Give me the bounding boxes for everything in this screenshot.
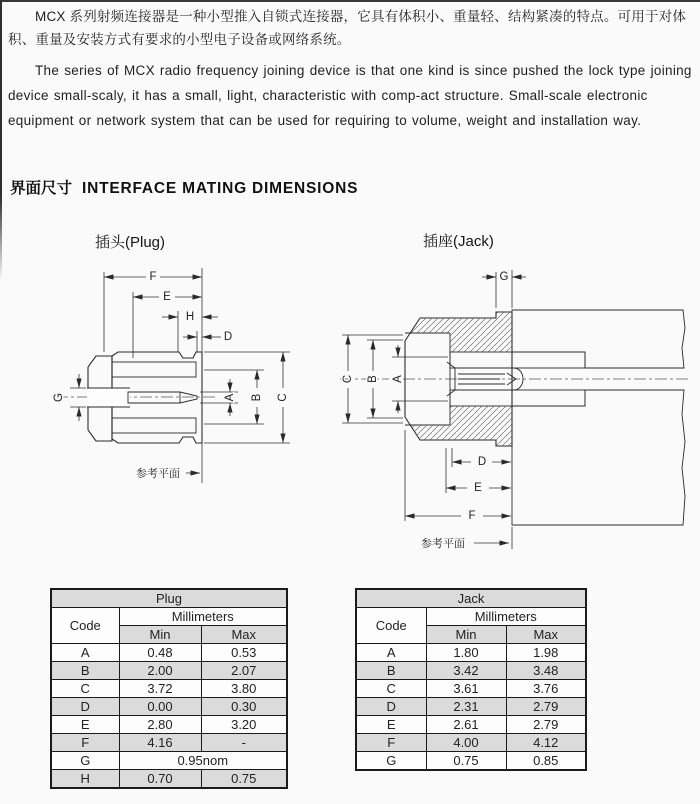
table-row	[356, 644, 586, 662]
jack-reference-plane-label: 参考平面	[421, 538, 465, 550]
table-header-row	[356, 608, 586, 626]
table-cell: 3.72	[119, 680, 201, 698]
table-cell: 3.76	[506, 680, 586, 698]
jack-body	[340, 270, 690, 549]
code-header-cell: Code	[51, 608, 119, 644]
unit-header-cell: Millimeters	[119, 608, 287, 626]
table-cell: F	[356, 734, 426, 752]
section-heading-zh: 界面尺寸	[10, 180, 73, 197]
unit-header-cell: Millimeters	[426, 608, 586, 626]
table-row	[356, 734, 586, 752]
plug-dim-label-a: A	[224, 393, 236, 402]
plug-cross-section-diagram	[40, 250, 310, 495]
jack-cross-section-diagram	[335, 250, 695, 560]
table-cell: 4.12	[506, 734, 586, 752]
table-cell: 3.20	[201, 716, 287, 734]
table-cell: 0.85	[506, 752, 586, 771]
table-cell: B	[356, 662, 426, 680]
table-cell: 0.95nom	[119, 752, 287, 770]
jack-panel-lower	[512, 390, 685, 525]
jack-dim-label-c: C	[342, 374, 354, 384]
plug-reference-plane-label: 参考平面	[136, 468, 180, 480]
plug-figure-title: 插头(Plug)	[95, 234, 166, 251]
table-row	[356, 662, 586, 680]
table-cell: 3.42	[426, 662, 506, 680]
table-row	[51, 662, 287, 680]
plug-center-pin	[128, 392, 197, 403]
table-row	[51, 680, 287, 698]
table-cell: 0.00	[119, 698, 201, 716]
table-row	[356, 716, 586, 734]
table-row	[356, 752, 586, 771]
max-header-cell: Max	[506, 626, 586, 644]
plug-dim-label-b: B	[251, 393, 263, 402]
table-cell: 2.79	[506, 698, 586, 716]
table-cell: H	[51, 770, 119, 789]
table-title-cell: Plug	[51, 589, 287, 608]
table-row	[356, 698, 586, 716]
plug-dim-label-h: H	[185, 311, 195, 323]
table-cell: A	[356, 644, 426, 662]
table-cell: 2.61	[426, 716, 506, 734]
jack-panel-upper	[512, 310, 685, 368]
table-cell: 1.98	[506, 644, 586, 662]
jack-dim-label-a: A	[392, 375, 404, 383]
intro-paragraph-zh: MCX 系列射频连接器是一种小型推入自锁式连接器，它具有体积小、重量轻、结构紧凑的特点。可用于对体积、重量及安装方式有要求的小型电子设备或网络系统。	[8, 9, 687, 47]
table-cell: 4.00	[426, 734, 506, 752]
plug-dim-label-e: E	[163, 291, 171, 303]
plug-dimensions-table	[50, 588, 288, 789]
plug-dim-label-g: G	[53, 393, 65, 402]
section-heading	[10, 176, 358, 198]
table-cell: 3.61	[426, 680, 506, 698]
plug-dim-label-f: F	[149, 271, 157, 283]
table-row	[51, 770, 287, 789]
max-header-cell: Max	[201, 626, 287, 644]
plug-dim-label-d: D	[223, 331, 233, 343]
table-cell: 3.80	[201, 680, 287, 698]
section-heading-en: INTERFACE MATING DIMENSIONS	[82, 180, 359, 197]
scan-edge-left	[0, 0, 2, 280]
jack-dim-label-d: D	[477, 456, 487, 468]
table-cell: 0.75	[426, 752, 506, 771]
intro-block	[8, 5, 694, 133]
scan-edge-top	[0, 0, 700, 2]
table-cell: E	[51, 716, 119, 734]
jack-dim-label-b: B	[367, 375, 379, 383]
intro-paragraph-en: The series of MCX radio frequency joining device is that one kind is since pushed the lock type joining device small-scaly, it has a small, light, characteristic with comp-act structure. Small-scale electronic equipment or network system that can be used for requiring to volume, weight and installation way.	[8, 63, 692, 128]
table-cell: 0.53	[201, 644, 287, 662]
jack-dim-label-f: F	[468, 510, 476, 522]
table-row	[51, 644, 287, 662]
jack-dimensions-table	[355, 588, 587, 771]
table-cell: D	[356, 698, 426, 716]
table-cell: 2.79	[506, 716, 586, 734]
table-row	[51, 716, 287, 734]
table-cell: 0.30	[201, 698, 287, 716]
table-header-row	[51, 608, 287, 626]
min-header-cell: Min	[119, 626, 201, 644]
table-title-row	[51, 589, 287, 608]
table-cell: 2.80	[119, 716, 201, 734]
table-cell: 1.80	[426, 644, 506, 662]
table-cell: -	[201, 734, 287, 752]
table-cell: 4.16	[119, 734, 201, 752]
plug-body	[56, 268, 216, 483]
table-title-row	[356, 589, 586, 608]
table-cell: 2.00	[119, 662, 201, 680]
table-cell: B	[51, 662, 119, 680]
table-cell: C	[51, 680, 119, 698]
table-cell: C	[356, 680, 426, 698]
min-header-cell: Min	[426, 626, 506, 644]
table-cell: G	[51, 752, 119, 770]
table-cell: 2.31	[426, 698, 506, 716]
jack-dim-label-e: E	[474, 482, 482, 494]
table-cell: 2.07	[201, 662, 287, 680]
jack-dim-label-g: G	[499, 271, 509, 283]
code-header-cell: Code	[356, 608, 426, 644]
table-cell: 3.48	[506, 662, 586, 680]
jack-figure-title: 插座(Jack)	[423, 233, 494, 250]
plug-dim-label-c: C	[277, 393, 289, 402]
table-cell: F	[51, 734, 119, 752]
table-row	[51, 734, 287, 752]
table-cell: 0.70	[119, 770, 201, 789]
table-cell: D	[51, 698, 119, 716]
table-row	[51, 698, 287, 716]
table-cell: 0.75	[201, 770, 287, 789]
table-cell: G	[356, 752, 426, 771]
table-cell: 0.48	[119, 644, 201, 662]
table-cell: A	[51, 644, 119, 662]
table-row	[51, 752, 287, 770]
table-title-cell: Jack	[356, 589, 586, 608]
table-row	[356, 680, 586, 698]
table-cell: E	[356, 716, 426, 734]
